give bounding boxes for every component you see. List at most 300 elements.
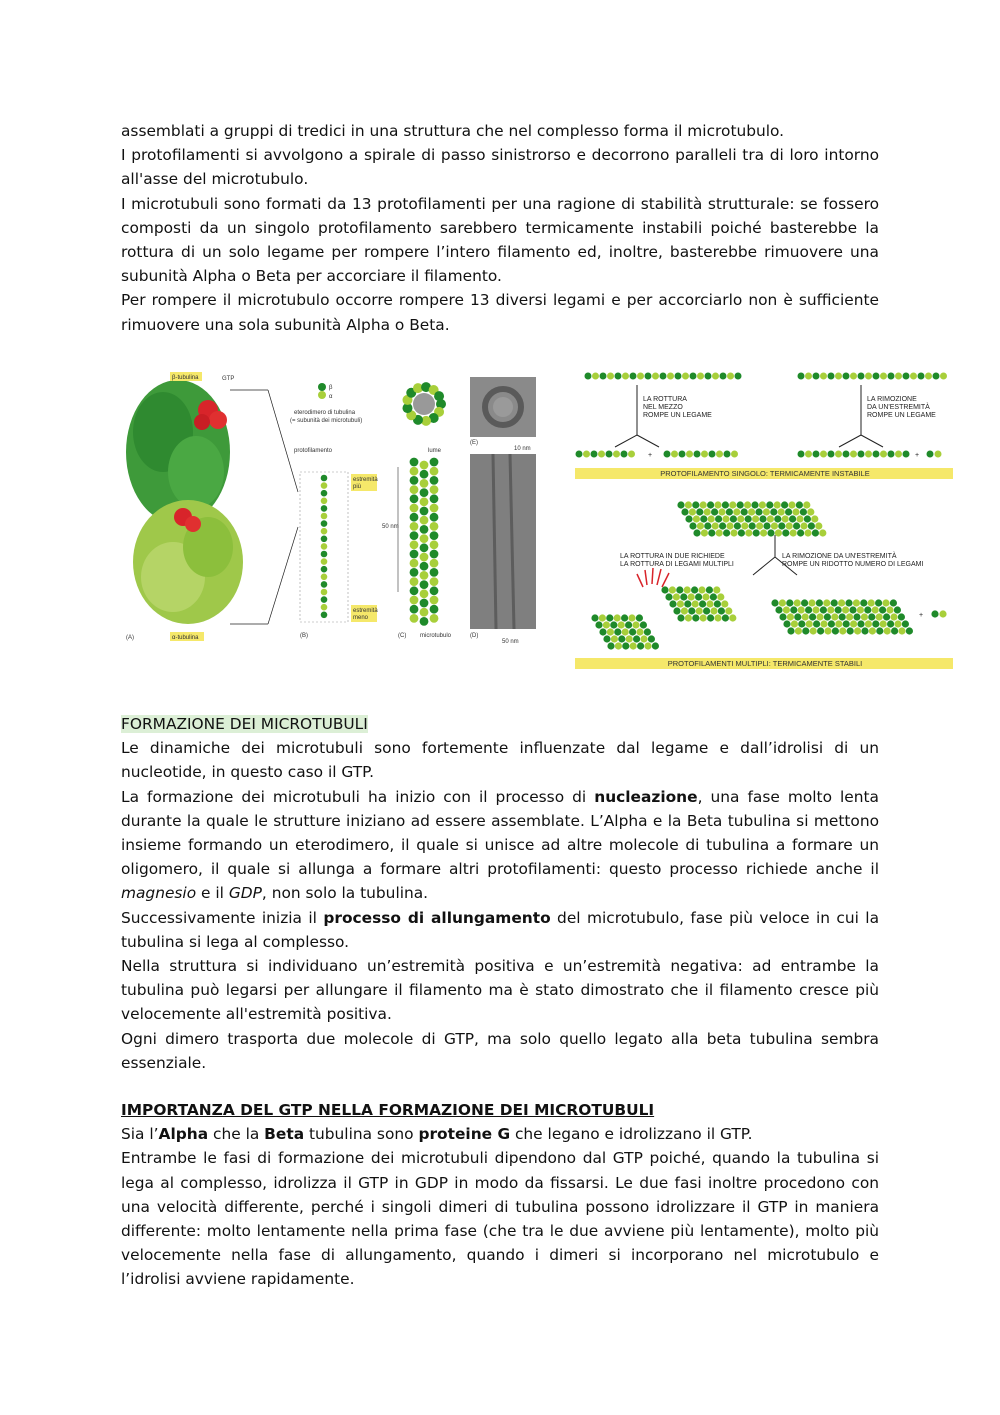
tubulin-subunit: [741, 522, 748, 529]
tubulin-subunit: [410, 458, 419, 467]
tubulin-subunit: [685, 515, 692, 522]
tubulin-subunit: [693, 515, 700, 522]
tubulin-subunit: [430, 559, 439, 568]
tubulin-subunit: [745, 529, 752, 536]
tubulin-subunit: [868, 613, 875, 620]
bold-term: nucleazione: [594, 787, 698, 806]
tubulin-subunit: [622, 642, 629, 649]
tubulin-subunit: [817, 627, 824, 634]
tubulin-subunit: [630, 373, 637, 380]
tubulin-subunit: [430, 513, 439, 522]
label-c: (C): [398, 633, 407, 639]
tubulin-subunit: [615, 373, 622, 380]
bold-term: Alpha: [158, 1125, 209, 1144]
tubulin-subunit: [410, 531, 419, 540]
tubulin-subunit: [760, 529, 767, 536]
tubulin-subunit: [884, 627, 891, 634]
label-alpha: α: [329, 394, 333, 400]
tubulin-subunit: [626, 635, 633, 642]
tubulin-subunit: [669, 600, 676, 607]
tubulin-subunit: [321, 558, 328, 565]
tubulin-subunit: [759, 515, 766, 522]
tubulin-subunit: [809, 613, 816, 620]
tubulin-subunit: [857, 606, 864, 613]
tubulin-subunit: [592, 373, 599, 380]
tubulin-subunit: [321, 596, 328, 603]
tubulin-subunit: [853, 613, 860, 620]
tubulin-subunit: [864, 606, 871, 613]
tubulin-subunit: [782, 515, 789, 522]
tubulin-subunit: [882, 599, 889, 606]
tubulin-subunit: [791, 620, 798, 627]
single-protofilament-left: [585, 373, 742, 380]
tubulin-subunit: [794, 613, 801, 620]
tubulin-subunit: [599, 614, 606, 621]
tubulin-subunit: [420, 479, 429, 488]
tubulin-subunit: [939, 610, 946, 617]
section-heading: FORMAZIONE DEI MICROTUBULI: [121, 715, 368, 733]
tubulin-subunit: [583, 451, 590, 458]
tubulin-subunit: [321, 581, 328, 588]
tubulin-subunit: [430, 485, 439, 494]
tubulin-subunit: [879, 606, 886, 613]
tubulin-subunit: [854, 627, 861, 634]
tubulin-subunit: [744, 501, 751, 508]
tubulin-subunit: [803, 501, 810, 508]
tubulin-subunit: [894, 620, 901, 627]
tubulin-subunit: [940, 373, 947, 380]
tubulin-subunit: [410, 568, 419, 577]
tubulin-subunit: [933, 373, 940, 380]
tubulin-subunit: [700, 614, 707, 621]
tubulin-subunit: [669, 586, 676, 593]
multi-protofilament-sheet: [677, 501, 826, 536]
tubulin-subunit: [895, 451, 902, 458]
tubulin-subunit: [820, 606, 827, 613]
label-e: (E): [470, 440, 478, 446]
tubulin-subunit: [766, 501, 773, 508]
tubulin-subunit: [804, 515, 811, 522]
tubulin-subunit: [722, 501, 729, 508]
tubulin-subunit: [633, 635, 640, 642]
tubulin-subunit: [721, 600, 728, 607]
tubulin-subunit: [321, 475, 328, 482]
tubulin-subunit: [652, 642, 659, 649]
tubulin-subunit: [711, 508, 718, 515]
tubulin-subunit: [888, 451, 895, 458]
tubulin-subunit: [717, 593, 724, 600]
caption-break-middle-2: NEL MEZZO: [643, 404, 683, 411]
tubulin-subunit: [420, 617, 429, 626]
tubulin-subunit: [868, 599, 875, 606]
tubulin-subunit: [733, 508, 740, 515]
tubulin-subunit: [673, 593, 680, 600]
tubulin-subunit: [880, 451, 887, 458]
tubulin-subunit: [321, 520, 328, 527]
tubulin-subunit: [753, 529, 760, 536]
tubulin-subunit: [714, 614, 721, 621]
multi-protofilament-sheets-bottom: [591, 586, 946, 649]
tubulin-subunit: [625, 621, 632, 628]
tubulin-subunit: [690, 373, 697, 380]
bold-term: proteine G: [418, 1125, 511, 1144]
tubulin-subunit: [420, 553, 429, 562]
plus-sign: +: [915, 452, 920, 459]
tubulin-subunit: [685, 614, 692, 621]
tubulin-subunit: [430, 458, 439, 467]
tubulin-subunit: [420, 516, 429, 525]
tubulin-subunit: [321, 589, 328, 596]
paragraph: I microtubuli sono formati da 13 protofilamenti per una ragione di stabilità strutturale: se fossero composti da un singolo protofilamento sarebbero termicamente instabili poiché basterebbe la rottura di un solo legame per rompere l’intero filamento ed, inoltre, basterebbe rimuovere una subunità Alpha o Beta per accorciare il filamento.: [121, 194, 879, 286]
tubulin-subunit: [410, 494, 419, 503]
tubulin-subunit: [895, 373, 902, 380]
tubulin-subunit: [813, 451, 820, 458]
tubulin-subunit: [704, 508, 711, 515]
tubulin-subunit: [628, 614, 635, 621]
tubulin-subunit: [796, 515, 803, 522]
caption-remove-end-1: LA RIMOZIONE: [867, 396, 917, 403]
tubulin-subunit: [430, 467, 439, 476]
label-d: (D): [470, 633, 479, 639]
tubulin-subunit: [628, 451, 635, 458]
label-minus-end-2: meno: [353, 615, 369, 621]
tubulin-subunit: [843, 451, 850, 458]
tubulin-subunit: [730, 515, 737, 522]
label-protofilament: protofilamento: [294, 448, 333, 454]
tubulin-subunit: [847, 627, 854, 634]
tubulin-subunit: [820, 373, 827, 380]
tubulin-subunit: [430, 504, 439, 513]
tubulin-subunit: [810, 627, 817, 634]
tubulin-subunit: [842, 606, 849, 613]
tubulin-subunit: [707, 501, 714, 508]
tubulin-subunit: [872, 606, 879, 613]
tubulin-subunit: [621, 451, 628, 458]
tubulin-subunit: [796, 501, 803, 508]
tubulin-subunit: [613, 451, 620, 458]
tubulin-subunit: [800, 522, 807, 529]
tubulin-subunit: [722, 614, 729, 621]
tubulin-subunit: [812, 606, 819, 613]
tubulin-subunit: [677, 501, 684, 508]
bold-term: Beta: [264, 1125, 305, 1144]
tubulin-subunit: [850, 373, 857, 380]
tubulin-subunit: [786, 522, 793, 529]
paragraph: Per rompere il microtubulo occorre rompere 13 diversi legami e per accorciarlo non è sufficiente rimuovere una sola subunità Alpha o Beta.: [121, 291, 879, 334]
paragraph: Sia l’Alpha che la Beta tubulina sono proteine G che legano e idrolizzano il GTP.: [121, 1125, 753, 1144]
tubulin-subunit: [321, 536, 328, 543]
tubulin-subunit: [695, 593, 702, 600]
tubulin-subunit: [420, 497, 429, 506]
tubulin-subunit: [805, 373, 812, 380]
paragraph: Entrambe le fasi di formazione dei microtubuli dipendono dal GTP poiché, quando la tubulina si lega al complesso, idrolizza il GTP in GDP in modo da fissarsi. Le due fasi inoltre procedono con una velocità differente, perché i singoli dimeri di tubulina possono idrolizzare il GTP in maniera differente: molto lentamente nella prima fase (che tra le due avviene più lentamente), molto più velocemente nella fase di allungamento, quando i dimeri si incorporano nel microtubulo e l’idrolisi avviene rapidamente.: [121, 1149, 879, 1289]
tubulin-subunit: [714, 600, 721, 607]
tubulin-subunit: [903, 451, 910, 458]
label-gtp: GTP: [222, 376, 235, 382]
tubulin-subunit: [673, 607, 680, 614]
tubulin-subunit: [691, 586, 698, 593]
tubulin-subunit: [869, 627, 876, 634]
tubulin-subunit: [622, 628, 629, 635]
section-formazione: [121, 712, 879, 1075]
tubulin-subunit: [321, 604, 328, 611]
tubulin-subunit: [775, 529, 782, 536]
tubulin-subunit: [704, 522, 711, 529]
tubulin-subunit: [712, 373, 719, 380]
tubulin-subunit: [676, 586, 683, 593]
tubulin-subunit: [321, 574, 328, 581]
tubulin-subunit: [827, 606, 834, 613]
tubulin-subunit: [420, 488, 429, 497]
tubulin-subunit: [788, 501, 795, 508]
tubulin-subunit: [610, 621, 617, 628]
tubulin-subunit: [783, 606, 790, 613]
tubulin-subunit: [420, 507, 429, 516]
band-multi-stable: PROTOFILAMENTI MULTIPLI: TERMICAMENTE STABILI: [667, 659, 863, 668]
tubulin-subunit: [430, 476, 439, 485]
tubulin-subunit: [410, 467, 419, 476]
tubulin-subunit: [835, 606, 842, 613]
tubulin-subunit: [705, 373, 712, 380]
tubulin-subunit: [420, 571, 429, 580]
tubulin-subunit: [630, 642, 637, 649]
tubulin-subunit: [420, 470, 429, 479]
tubulin-subunit: [790, 529, 797, 536]
tubulin-subunit: [846, 613, 853, 620]
tubulin-subunit: [410, 550, 419, 559]
tubulin-subunit: [767, 529, 774, 536]
label-beta: β: [329, 385, 333, 391]
tubulin-subunit: [706, 586, 713, 593]
caption-remove-end-multi-2: ROMPE UN RIDOTTO NUMERO DI LEGAMI: [782, 561, 924, 568]
tubulin-subunit: [622, 373, 629, 380]
tubulin-subunit: [637, 373, 644, 380]
tubulin-subunit: [774, 501, 781, 508]
tubulin-subunit: [696, 607, 703, 614]
bold-term: processo di allungamento: [323, 908, 551, 927]
tubulin-subunit: [680, 593, 687, 600]
tubulin-subunit: [828, 373, 835, 380]
tubulin-subunit: [775, 606, 782, 613]
tubulin-subunit: [614, 614, 621, 621]
tubulin-subunit: [801, 599, 808, 606]
caption-break-middle-1: LA ROTTURA: [643, 396, 687, 403]
tubulin-subunit: [688, 607, 695, 614]
tubulin-subunit: [813, 373, 820, 380]
tubulin-subunit: [640, 635, 647, 642]
tubulin-subunit: [677, 600, 684, 607]
tubulin-subunit: [927, 451, 934, 458]
tubulin-subunit: [709, 451, 716, 458]
tubulin-subunit: [811, 515, 818, 522]
tubulin-subunit: [782, 529, 789, 536]
tubulin-subunit: [603, 635, 610, 642]
tubulin-subunit: [861, 613, 868, 620]
tubulin-subunit: [598, 451, 605, 458]
tubulin-subunit: [824, 613, 831, 620]
intro-text: [121, 119, 879, 337]
tubulin-subunit: [794, 599, 801, 606]
tubulin-subunit: [873, 451, 880, 458]
tubulin-subunit: [835, 451, 842, 458]
tubulin-subunit: [430, 586, 439, 595]
tubulin-subunit: [661, 586, 668, 593]
tubulin-subunit: [804, 529, 811, 536]
tubulin-subunit: [880, 620, 887, 627]
label-heterodimer: eterodimero di tubulina: [294, 410, 356, 416]
tubulin-subunit: [694, 451, 701, 458]
tubulin-subunit: [823, 599, 830, 606]
tubulin-subunit: [748, 508, 755, 515]
tubulin-subunit: [576, 451, 583, 458]
tubulin-subunit: [410, 614, 419, 623]
tubulin-subunit: [719, 522, 726, 529]
tubulin-subunit: [430, 540, 439, 549]
microtubule-cross-section: [402, 382, 446, 426]
caption-break-middle-3: ROMPE UN LEGAME: [643, 412, 712, 419]
label-a: (A): [126, 635, 134, 641]
tubulin-subunit: [795, 627, 802, 634]
tubulin-subunit: [700, 501, 707, 508]
tubulin-subunit: [410, 504, 419, 513]
tubulin-subunit: [789, 515, 796, 522]
tubulin-subunit: [819, 529, 826, 536]
tubulin-subunit: [675, 373, 682, 380]
tubulin-subunit: [665, 593, 672, 600]
tubulin-subunit: [807, 508, 814, 515]
tubulin-subunit: [710, 607, 717, 614]
tubulin-subunit: [410, 559, 419, 568]
tubulin-subunit: [880, 373, 887, 380]
tubulin-subunit: [321, 551, 328, 558]
tubulin-subunit: [850, 451, 857, 458]
tubulin-subunit: [664, 451, 671, 458]
tubulin-subunit: [792, 508, 799, 515]
tubulin-subunit: [838, 599, 845, 606]
tubulin-subunit: [677, 614, 684, 621]
tubulin-subunit: [660, 373, 667, 380]
tubulin-subunit: [839, 613, 846, 620]
label-beta-tubulin: β-tubulina: [172, 375, 199, 381]
tubulin-subunit: [832, 627, 839, 634]
tubulin-subunit: [708, 529, 715, 536]
tubulin-subunit: [708, 515, 715, 522]
tubulin-protein-illustration: [126, 380, 243, 624]
tubulin-subunit: [731, 451, 738, 458]
tubulin-subunit: [751, 501, 758, 508]
tubulin-subunit: [805, 606, 812, 613]
tubulin-subunit: [420, 580, 429, 589]
protofilament-stability-figure: [575, 365, 955, 671]
tubulin-subunit: [410, 605, 419, 614]
tubulin-subunit: [410, 586, 419, 595]
tubulin-subunit: [430, 614, 439, 623]
label-alpha-tubulin: α-tubulina: [172, 635, 199, 641]
tubulin-subunit: [752, 515, 759, 522]
tubulin-subunit: [730, 529, 737, 536]
tubulin-subunit: [816, 613, 823, 620]
tubulin-subunit: [629, 628, 636, 635]
tubulin-subunit: [716, 451, 723, 458]
tubulin-subunit: [689, 522, 696, 529]
tubulin-subunit: [816, 599, 823, 606]
tubulin-subunit: [778, 508, 785, 515]
caption-break-two-1: LA ROTTURA IN DUE RICHIEDE: [620, 553, 725, 560]
tubulin-subunit: [718, 508, 725, 515]
tubulin-subunit: [786, 599, 793, 606]
tubulin-subunit: [420, 543, 429, 552]
tubulin-subunit: [734, 522, 741, 529]
tubulin-subunit: [410, 485, 419, 494]
tubulin-subunit: [606, 614, 613, 621]
tubulin-subunit: [321, 482, 328, 489]
tubulin-subunit: [321, 612, 328, 619]
tubulin-subunit: [434, 391, 444, 401]
tubulin-subunit: [681, 508, 688, 515]
tubulin-subunit: [724, 451, 731, 458]
tubulin-subunit: [430, 568, 439, 577]
tubulin-subunit: [697, 373, 704, 380]
paragraph: Nella struttura si individuano un’estremità positiva e un’estremità negativa: ad entrambe la tubulina può legarsi per allungare il filamento ma è stato dimostrato che il filamento cresce più velocemente all'estremità positiva.: [121, 957, 879, 1024]
tubulin-subunit: [843, 373, 850, 380]
tubulin-subunit: [797, 529, 804, 536]
tubulin-subunit: [692, 501, 699, 508]
tubulin-subunit: [703, 607, 710, 614]
tubulin-subunit: [860, 599, 867, 606]
tubulin-subunit: [729, 501, 736, 508]
tubulin-subunit: [861, 627, 868, 634]
caption-remove-end-2: DA UN'ESTREMITÀ: [867, 404, 930, 411]
tubulin-subunit: [906, 627, 913, 634]
section-importanza: [121, 1098, 879, 1292]
tubulin-subunit: [410, 577, 419, 586]
tubulin-subunit: [712, 522, 719, 529]
caption-break-two-2: LA ROTTURA DI LEGAMI MULTIPLI: [620, 561, 734, 568]
tubulin-subunit: [843, 620, 850, 627]
tubulin-subunit: [771, 599, 778, 606]
tubulin-subunit: [410, 540, 419, 549]
label-plus-end-2: più: [353, 484, 362, 490]
tubulin-subunit: [831, 599, 838, 606]
split-protofilament-row: [576, 451, 942, 458]
tubulin-subunit: [692, 600, 699, 607]
tubulin-subunit: [430, 531, 439, 540]
protofilament-column: [321, 475, 328, 618]
tubulin-subunit: [737, 515, 744, 522]
tubulin-subunit: [890, 613, 897, 620]
tubulin-subunit: [410, 522, 419, 531]
tubulin-subunit: [420, 461, 429, 470]
tubulin-subunit: [808, 599, 815, 606]
tubulin-subunit: [591, 614, 598, 621]
tubulin-subunit: [918, 373, 925, 380]
label-minus-end: estremità: [353, 608, 378, 614]
tubulin-subunit: [925, 373, 932, 380]
tubulin-subunit: [865, 451, 872, 458]
tubulin-subunit: [710, 593, 717, 600]
tubulin-subunit: [755, 508, 762, 515]
tubulin-subunit: [903, 373, 910, 380]
tubulin-subunit: [785, 508, 792, 515]
tubulin-subunit: [781, 501, 788, 508]
tubulin-subunit: [876, 613, 883, 620]
tubulin-subunit: [865, 620, 872, 627]
tubulin-subunit: [321, 498, 328, 505]
tubulin-subunit: [667, 373, 674, 380]
tubulin-subunit: [741, 508, 748, 515]
tubulin-subunit: [636, 628, 643, 635]
tubulin-subunit: [853, 599, 860, 606]
